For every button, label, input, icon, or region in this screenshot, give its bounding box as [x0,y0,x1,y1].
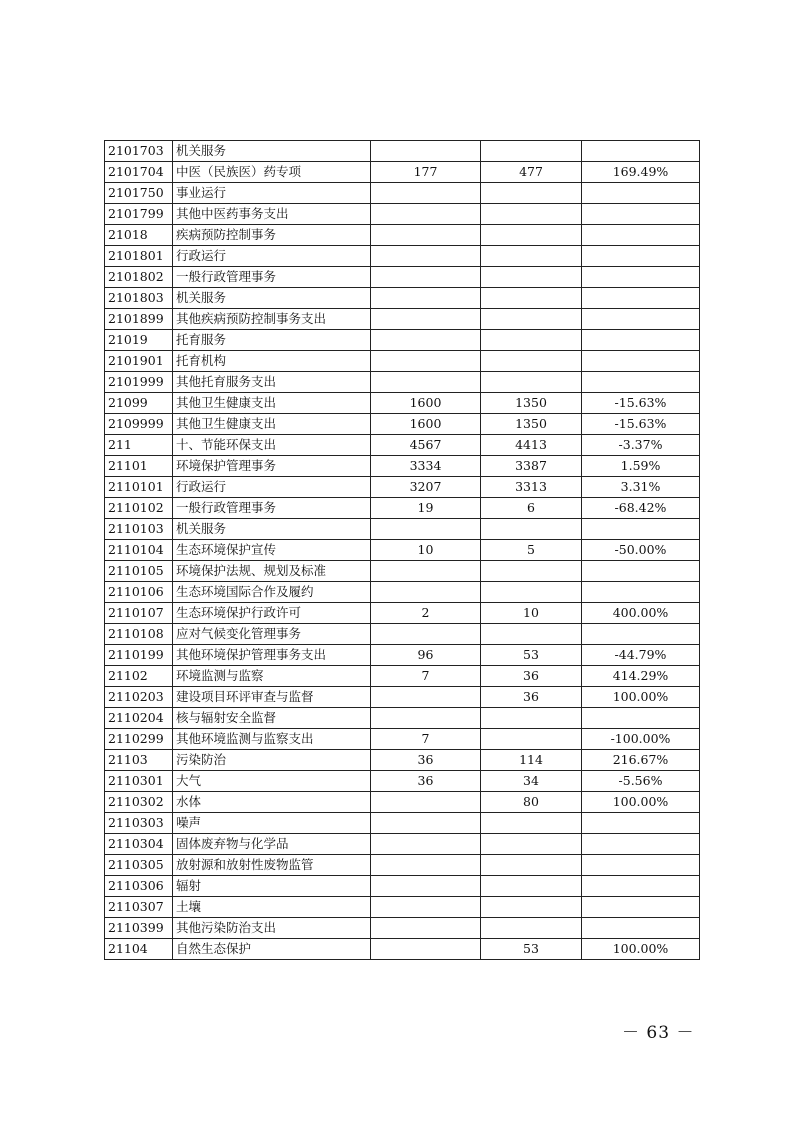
budget-table [104,140,700,960]
budget-table-body [105,141,700,960]
table-row [105,267,700,288]
subject-code-cell: 21099 [105,393,173,414]
subject-name-cell: 托育机构 [173,351,371,372]
subject-name-cell: 噪声 [173,813,371,834]
table-row [105,225,700,246]
subject-name-cell: 其他卫生健康支出 [173,414,371,435]
current-amount-cell [481,813,582,834]
subject-code-cell: 2110104 [105,540,173,561]
subject-code-cell: 2110199 [105,645,173,666]
subject-code-cell: 2110204 [105,708,173,729]
subject-code-cell: 21101 [105,456,173,477]
table-row [105,456,700,477]
current-amount-cell [481,729,582,750]
subject-code-cell: 211 [105,435,173,456]
subject-code-cell: 2110101 [105,477,173,498]
table-row [105,708,700,729]
subject-name-cell: 十、节能环保支出 [173,435,371,456]
table-row [105,771,700,792]
subject-name-cell: 环境保护法规、规划及标准 [173,561,371,582]
change-percent-cell: 414.29% [582,666,700,687]
subject-code-cell: 2110399 [105,918,173,939]
table-row [105,435,700,456]
change-percent-cell [582,708,700,729]
current-amount-cell: 80 [481,792,582,813]
current-amount-cell: 1350 [481,393,582,414]
subject-name-cell: 其他环境保护管理事务支出 [173,645,371,666]
subject-name-cell: 机关服务 [173,519,371,540]
subject-name-cell: 生态环境国际合作及履约 [173,582,371,603]
table-row [105,309,700,330]
subject-code-cell: 2101901 [105,351,173,372]
change-percent-cell [582,246,700,267]
current-amount-cell: 36 [481,687,582,708]
prior-amount-cell: 1600 [371,393,481,414]
current-amount-cell: 477 [481,162,582,183]
change-percent-cell: -15.63% [582,414,700,435]
prior-amount-cell [371,183,481,204]
prior-amount-cell: 4567 [371,435,481,456]
table-row [105,204,700,225]
table-row [105,561,700,582]
subject-code-cell: 2110106 [105,582,173,603]
subject-name-cell: 水体 [173,792,371,813]
subject-name-cell: 行政运行 [173,477,371,498]
current-amount-cell [481,519,582,540]
prior-amount-cell [371,813,481,834]
subject-code-cell: 2110105 [105,561,173,582]
change-percent-cell [582,183,700,204]
current-amount-cell: 53 [481,645,582,666]
current-amount-cell [481,267,582,288]
table-row [105,519,700,540]
subject-code-cell: 2101803 [105,288,173,309]
prior-amount-cell [371,687,481,708]
current-amount-cell [481,582,582,603]
subject-name-cell: 一般行政管理事务 [173,267,371,288]
prior-amount-cell [371,225,481,246]
change-percent-cell [582,141,700,162]
subject-name-cell: 中医（民族医）药专项 [173,162,371,183]
table-row [105,666,700,687]
current-amount-cell [481,330,582,351]
prior-amount-cell [371,708,481,729]
subject-name-cell: 放射源和放射性废物监管 [173,855,371,876]
subject-code-cell: 2110307 [105,897,173,918]
change-percent-cell [582,561,700,582]
subject-name-cell: 事业运行 [173,183,371,204]
prior-amount-cell [371,792,481,813]
table-row [105,834,700,855]
prior-amount-cell [371,141,481,162]
change-percent-cell [582,267,700,288]
prior-amount-cell: 3207 [371,477,481,498]
change-percent-cell [582,918,700,939]
table-row [105,162,700,183]
prior-amount-cell: 36 [371,750,481,771]
subject-name-cell: 建设项目环评审查与监督 [173,687,371,708]
change-percent-cell [582,834,700,855]
table-row [105,624,700,645]
prior-amount-cell: 10 [371,540,481,561]
subject-name-cell: 其他污染防治支出 [173,918,371,939]
subject-name-cell: 大气 [173,771,371,792]
subject-code-cell: 2110103 [105,519,173,540]
subject-code-cell: 2110108 [105,624,173,645]
current-amount-cell [481,309,582,330]
table-row [105,603,700,624]
table-row [105,351,700,372]
current-amount-cell [481,141,582,162]
subject-code-cell: 2101750 [105,183,173,204]
prior-amount-cell: 19 [371,498,481,519]
current-amount-cell: 5 [481,540,582,561]
subject-name-cell: 其他中医药事务支出 [173,204,371,225]
subject-name-cell: 应对气候变化管理事务 [173,624,371,645]
change-percent-cell [582,288,700,309]
table-row [105,246,700,267]
prior-amount-cell [371,246,481,267]
table-row [105,372,700,393]
subject-name-cell: 其他疾病预防控制事务支出 [173,309,371,330]
table-row [105,729,700,750]
subject-name-cell: 其他卫生健康支出 [173,393,371,414]
prior-amount-cell [371,309,481,330]
current-amount-cell: 6 [481,498,582,519]
current-amount-cell [481,372,582,393]
prior-amount-cell [371,939,481,960]
subject-code-cell: 2101899 [105,309,173,330]
subject-code-cell: 2110107 [105,603,173,624]
subject-code-cell: 2101802 [105,267,173,288]
page-number: － 63 － [622,1023,695,1043]
current-amount-cell: 53 [481,939,582,960]
prior-amount-cell [371,897,481,918]
prior-amount-cell: 177 [371,162,481,183]
prior-amount-cell [371,624,481,645]
subject-name-cell: 机关服务 [173,288,371,309]
change-percent-cell [582,876,700,897]
current-amount-cell: 4413 [481,435,582,456]
change-percent-cell: 100.00% [582,792,700,813]
subject-code-cell: 2101704 [105,162,173,183]
subject-name-cell: 行政运行 [173,246,371,267]
prior-amount-cell [371,351,481,372]
table-row [105,477,700,498]
current-amount-cell [481,183,582,204]
current-amount-cell [481,351,582,372]
subject-name-cell: 固体废弃物与化学品 [173,834,371,855]
subject-name-cell: 托育服务 [173,330,371,351]
change-percent-cell [582,351,700,372]
table-row [105,330,700,351]
budget-table-container [104,140,699,960]
table-row [105,897,700,918]
subject-code-cell: 21104 [105,939,173,960]
table-row [105,687,700,708]
prior-amount-cell: 3334 [371,456,481,477]
current-amount-cell [481,708,582,729]
change-percent-cell: 400.00% [582,603,700,624]
change-percent-cell [582,309,700,330]
change-percent-cell [582,519,700,540]
subject-name-cell: 生态环境保护行政许可 [173,603,371,624]
prior-amount-cell [371,582,481,603]
subject-name-cell: 其他环境监测与监察支出 [173,729,371,750]
change-percent-cell: 216.67% [582,750,700,771]
change-percent-cell: -44.79% [582,645,700,666]
subject-name-cell: 核与辐射安全监督 [173,708,371,729]
prior-amount-cell: 36 [371,771,481,792]
change-percent-cell [582,225,700,246]
prior-amount-cell: 7 [371,729,481,750]
change-percent-cell: 100.00% [582,939,700,960]
current-amount-cell [481,624,582,645]
prior-amount-cell: 2 [371,603,481,624]
subject-code-cell: 2101801 [105,246,173,267]
change-percent-cell: 169.49% [582,162,700,183]
subject-name-cell: 生态环境保护宣传 [173,540,371,561]
subject-code-cell: 2110299 [105,729,173,750]
current-amount-cell [481,855,582,876]
subject-name-cell: 其他托育服务支出 [173,372,371,393]
change-percent-cell [582,204,700,225]
prior-amount-cell [371,267,481,288]
prior-amount-cell: 96 [371,645,481,666]
change-percent-cell: 100.00% [582,687,700,708]
prior-amount-cell [371,288,481,309]
table-row [105,855,700,876]
change-percent-cell [582,897,700,918]
change-percent-cell [582,372,700,393]
subject-name-cell: 一般行政管理事务 [173,498,371,519]
subject-name-cell: 污染防治 [173,750,371,771]
subject-name-cell: 机关服务 [173,141,371,162]
change-percent-cell [582,330,700,351]
prior-amount-cell [371,855,481,876]
change-percent-cell: 1.59% [582,456,700,477]
change-percent-cell: -5.56% [582,771,700,792]
prior-amount-cell [371,876,481,897]
change-percent-cell: -68.42% [582,498,700,519]
current-amount-cell [481,225,582,246]
subject-code-cell: 2101799 [105,204,173,225]
change-percent-cell: -3.37% [582,435,700,456]
prior-amount-cell [371,561,481,582]
change-percent-cell: 3.31% [582,477,700,498]
table-row [105,414,700,435]
current-amount-cell: 114 [481,750,582,771]
table-row [105,876,700,897]
subject-name-cell: 辐射 [173,876,371,897]
subject-name-cell: 疾病预防控制事务 [173,225,371,246]
current-amount-cell [481,561,582,582]
current-amount-cell: 10 [481,603,582,624]
table-row [105,141,700,162]
table-row [105,582,700,603]
subject-code-cell: 2101999 [105,372,173,393]
table-row [105,288,700,309]
subject-code-cell: 21019 [105,330,173,351]
current-amount-cell [481,288,582,309]
subject-code-cell: 2110305 [105,855,173,876]
subject-name-cell: 环境保护管理事务 [173,456,371,477]
prior-amount-cell [371,834,481,855]
subject-code-cell: 2110306 [105,876,173,897]
subject-code-cell: 2110302 [105,792,173,813]
current-amount-cell: 34 [481,771,582,792]
current-amount-cell: 36 [481,666,582,687]
prior-amount-cell [371,204,481,225]
current-amount-cell [481,246,582,267]
current-amount-cell: 1350 [481,414,582,435]
current-amount-cell [481,897,582,918]
subject-name-cell: 自然生态保护 [173,939,371,960]
current-amount-cell [481,876,582,897]
table-row [105,939,700,960]
subject-code-cell: 2110304 [105,834,173,855]
change-percent-cell [582,855,700,876]
prior-amount-cell [371,372,481,393]
change-percent-cell [582,624,700,645]
subject-name-cell: 环境监测与监察 [173,666,371,687]
subject-code-cell: 2101703 [105,141,173,162]
current-amount-cell [481,204,582,225]
table-row [105,183,700,204]
prior-amount-cell [371,918,481,939]
subject-code-cell: 2110102 [105,498,173,519]
table-row [105,498,700,519]
current-amount-cell: 3387 [481,456,582,477]
table-row [105,540,700,561]
table-row [105,645,700,666]
table-row [105,393,700,414]
subject-code-cell: 21102 [105,666,173,687]
change-percent-cell: -100.00% [582,729,700,750]
subject-name-cell: 土壤 [173,897,371,918]
table-row [105,750,700,771]
current-amount-cell [481,918,582,939]
current-amount-cell [481,834,582,855]
change-percent-cell: -15.63% [582,393,700,414]
prior-amount-cell [371,519,481,540]
table-row [105,792,700,813]
table-row [105,813,700,834]
table-row [105,918,700,939]
subject-code-cell: 2110203 [105,687,173,708]
change-percent-cell: -50.00% [582,540,700,561]
subject-code-cell: 2109999 [105,414,173,435]
change-percent-cell [582,813,700,834]
change-percent-cell [582,582,700,603]
subject-code-cell: 2110301 [105,771,173,792]
prior-amount-cell: 7 [371,666,481,687]
subject-code-cell: 21103 [105,750,173,771]
subject-code-cell: 21018 [105,225,173,246]
subject-code-cell: 2110303 [105,813,173,834]
prior-amount-cell: 1600 [371,414,481,435]
current-amount-cell: 3313 [481,477,582,498]
prior-amount-cell [371,330,481,351]
